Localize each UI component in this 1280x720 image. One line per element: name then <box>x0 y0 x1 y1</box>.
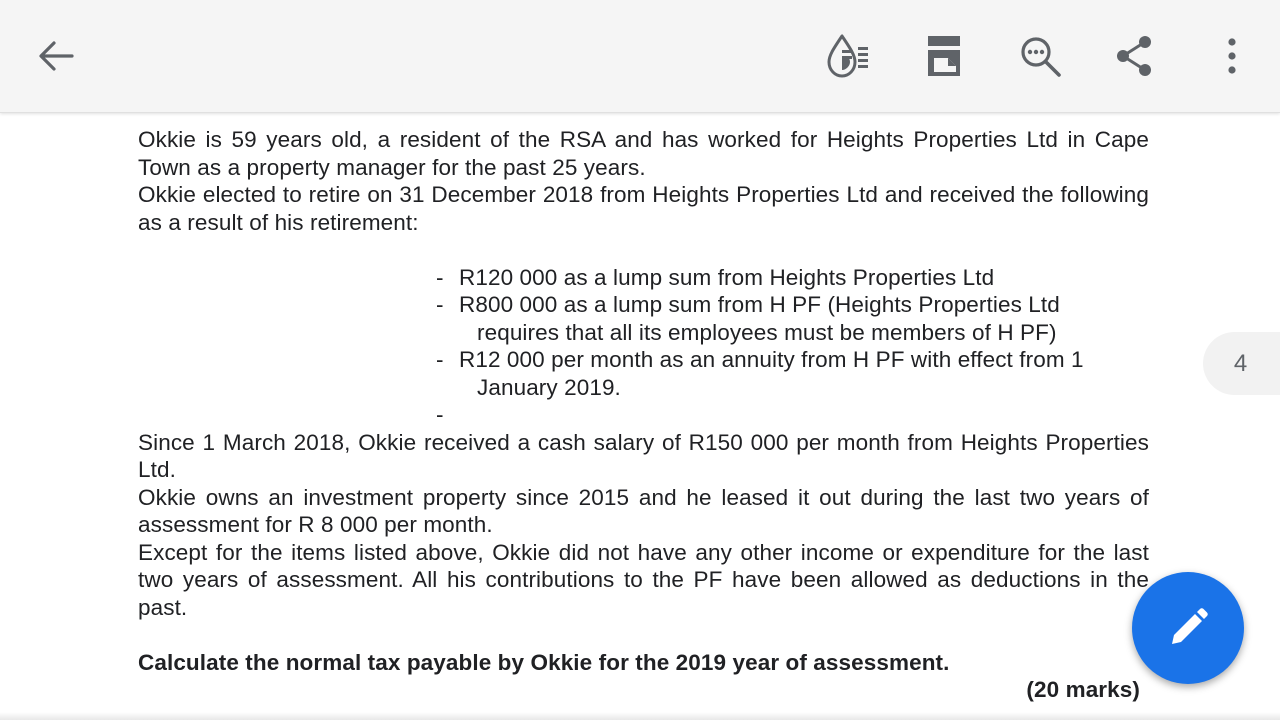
marks-label: (20 marks) <box>1026 677 1140 702</box>
intro-paragraph: Okkie is 59 years old, a resident of the RSA and has worked for Heights Properties Ltd in Cape Town as a property manager for the past 25 years. <box>138 127 1149 180</box>
bullet-text: R120 000 as a lump sum from Heights Properties Ltd <box>459 264 995 290</box>
list-item <box>436 264 1149 292</box>
edit-pencil-icon <box>1164 604 1212 652</box>
top-app-bar <box>0 0 1280 113</box>
back-arrow-icon <box>36 36 76 76</box>
more-options-button[interactable] <box>1204 28 1260 84</box>
document-page <box>138 126 1149 704</box>
other-income-paragraph: Except for the items listed above, Okkie did not have any other income or expenditure for the last two years of assessment. All his contributions to the PF have been allowed as deductions in the past. <box>138 539 1149 620</box>
bullet-text: R12 000 per month as an annuity from H PF with effect from 1 <box>459 347 1084 372</box>
bullet-dash: - <box>436 347 444 372</box>
document-viewer[interactable] <box>0 113 1280 720</box>
question-text: Calculate the normal tax payable by Okkie for the 2019 year of assessment. <box>138 649 950 675</box>
search-button[interactable] <box>1012 28 1068 84</box>
page-number-indicator: 4 <box>1203 332 1280 395</box>
list-item <box>436 346 1149 401</box>
edit-fab-button[interactable] <box>1132 572 1244 684</box>
property-paragraph: Okkie owns an investment property since 2015 and he leased it out during the last two years of assessment for R 8 000 per month. <box>138 484 1149 537</box>
salary-paragraph: Since 1 March 2018, Okkie received a cash salary of R150 000 per month from Heights Properties Ltd. <box>138 429 1149 482</box>
bullet-dash: - <box>436 402 444 427</box>
back-button[interactable] <box>28 28 84 84</box>
bullet-text-continued: January 2019. <box>477 374 621 400</box>
bullet-dash: - <box>436 292 444 317</box>
list-item <box>436 291 1149 346</box>
page-layout-icon <box>922 32 966 80</box>
bullet-dash: - <box>436 264 444 290</box>
bullet-text-block <box>459 291 1149 346</box>
reading-mode-button[interactable] <box>820 28 876 84</box>
ink-drop-list-icon <box>822 30 874 82</box>
list-item <box>436 401 1149 429</box>
search-more-icon <box>1016 32 1064 80</box>
bullet-text: R800 000 as a lump sum from H PF (Heights Properties Ltd <box>459 292 1060 317</box>
page-layout-button[interactable] <box>916 28 972 84</box>
bottom-edge <box>0 712 1280 720</box>
spacer <box>138 621 1149 649</box>
bullet-text-block <box>459 346 1149 401</box>
retirement-benefits-list <box>436 264 1149 429</box>
share-button[interactable] <box>1106 28 1162 84</box>
spacer <box>138 236 1149 264</box>
retirement-paragraph: Okkie elected to retire on 31 December 2018 from Heights Properties Ltd and received the following as a result of his retirement: <box>138 182 1149 235</box>
more-vertical-icon <box>1222 36 1242 76</box>
share-icon <box>1112 34 1156 78</box>
bullet-text-continued: requires that all its employees must be members of H PF) <box>477 319 1057 345</box>
